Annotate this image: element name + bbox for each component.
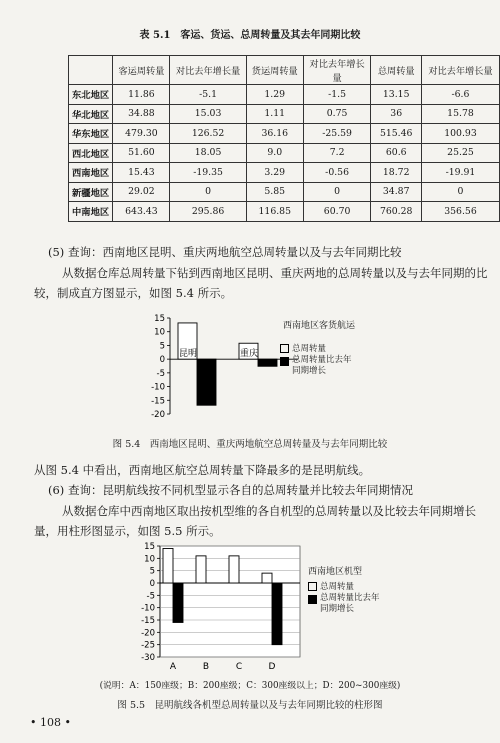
table-cell: 36 [371,104,421,124]
paragraph-1-line-1: 从数据仓库总周转量下钻到西南地区昆明、重庆两地的总周转量以及与去年同期的比 [62,266,488,280]
table-cell: 15.03 [170,104,246,124]
table-cell: -19.35 [170,163,246,183]
table-cell: -0.56 [303,163,371,183]
table-cell: 356.56 [421,202,499,222]
table-cell: 116.85 [246,202,303,222]
table-cell: 0.75 [303,104,371,124]
bar [197,359,216,405]
paragraph-3-line-2: 量，用柱形图显示，如图 5.5 所示。 [34,524,221,538]
table-caption: 表 5.1 客运、货运、总周转量及其去年同期比较 [139,30,361,41]
y-tick-label: -15 [141,616,155,626]
y-tick-label: 5 [149,566,155,577]
category-label: D [268,662,276,672]
table-cell: 479.30 [113,124,170,144]
y-tick-label: 5 [159,341,165,352]
table-cell: 760.28 [371,202,421,222]
table-cell: 7.2 [303,143,371,163]
table-cell: 0 [170,182,246,202]
table-header-cell: 对比去年增长量 [170,56,246,85]
row-header-cell: 新疆地区 [69,182,113,202]
table-cell: 34.88 [113,104,170,124]
row-header-cell: 东北地区 [69,85,113,105]
y-tick-label: -30 [141,653,155,663]
table-body [69,85,500,222]
table-cell: 11.86 [113,85,170,105]
category-label: A [169,662,177,672]
table-cell: 36.16 [246,124,303,144]
y-tick-label: -15 [151,396,165,407]
table-cell: 15.43 [113,163,170,183]
figure-5-5-note: (说明：A：150座级；B：200座级；C：300座级以上；D：200~300座级) [99,681,401,691]
table-cell: 29.02 [113,182,170,202]
table-cell: 0 [421,182,499,202]
bar [163,548,173,583]
f54-legend-item-growth: 总周转量比去年同期增长 [280,355,370,377]
y-tick-label: -20 [151,410,165,420]
figure-5-4-caption: 图 5.4 西南地区昆明、重庆两地航空总周转量及与去年同期比较 [112,439,388,450]
bar [229,556,239,583]
page-number: • 108 • [30,716,71,729]
table-cell: 643.43 [113,202,170,222]
table-cell: 60.6 [371,143,421,163]
table-cell: 3.29 [246,163,303,183]
table-cell: 1.29 [246,85,303,105]
y-tick-label: 0 [159,355,165,366]
table-cell: -5.1 [170,85,246,105]
row-header-cell: 西北地区 [69,143,113,163]
table-header-cell [69,56,113,85]
table-header-cell: 对比去年增长量 [303,56,371,85]
table-cell: 34.87 [371,182,421,202]
table-cell: 100.93 [421,124,499,144]
table-cell: 5.85 [246,182,303,202]
table-header-cell: 对比去年增长量 [421,56,499,85]
table-cell: -19.91 [421,163,499,183]
f55-legend-item-total: 总周转量 [308,582,398,593]
table-cell: 1.11 [246,104,303,124]
y-tick-label: -20 [141,628,155,639]
table-cell: 18.72 [371,163,421,183]
table-cell: 9.0 [246,143,303,163]
f55-legend [308,582,398,615]
category-label: C [235,662,243,672]
table-cell: 126.52 [170,124,246,144]
query-6-heading: (6) 查询：昆明航线按不同机型显示各自的总周转量并比较去年同期情况 [48,483,413,497]
row-header-cell: 西南地区 [69,163,113,183]
table-header-cell: 货运周转量 [246,56,303,85]
table-cell: 51.60 [113,143,170,163]
bar [196,556,206,583]
table-header-row [69,56,500,85]
table-cell: -25.59 [303,124,371,144]
f54-legend [280,344,370,377]
category-label: 昆明 [179,349,198,360]
f55-legend-swatch-white [308,582,317,591]
table-row [69,182,500,202]
statistics-table [68,55,500,222]
bar [173,583,183,622]
bar [262,573,272,583]
bar [272,583,282,645]
y-tick-label: 10 [144,554,155,565]
y-tick-label: 15 [144,542,155,552]
table-cell: 0 [303,182,371,202]
bar [258,359,277,366]
table-cell: 13.15 [371,85,421,105]
f54-legend-swatch-black [280,357,289,366]
y-tick-label: -10 [141,603,155,614]
y-tick-label: -10 [151,382,165,393]
table-row [69,202,500,222]
paragraph-1-line-2: 较，制成直方图显示，如图 5.4 所示。 [34,286,233,300]
y-tick-label: 10 [154,327,165,338]
paragraph-3-line-1: 从数据仓库中西南地区取出按机型维的各自机型的总周转量以及比较去年同期增长 [62,504,476,518]
f55-legend-item-growth: 总周转量比去年同期增长 [308,593,398,615]
y-tick-label: -25 [141,640,155,651]
table-row [69,104,500,124]
table-row [69,124,500,144]
table-cell: 295.86 [170,202,246,222]
figure-5-5-caption: 图 5.5 昆明航线各机型总周转量以及与去年同期比较的柱形图 [117,700,383,711]
f54-bars [178,323,277,405]
row-header-cell: 中南地区 [69,202,113,222]
table-header-cell: 总周转量 [371,56,421,85]
y-tick-label: -5 [146,591,155,602]
y-tick-label: 15 [154,314,165,324]
y-tick-label: 0 [149,579,155,589]
f54-chart-title: 西南地区客货航运 [283,321,356,331]
table-cell: -6.6 [421,85,499,105]
table-cell: 515.46 [371,124,421,144]
f55-legend-swatch-black [308,595,317,604]
query-5-heading: (5) 查询：西南地区昆明、重庆两地航空总周转量以及与去年同期比较 [48,245,402,259]
table-row [69,163,500,183]
table-row [69,85,500,105]
row-header-cell: 华北地区 [69,104,113,124]
table-cell: -1.5 [303,85,371,105]
table-cell: 25.25 [421,143,499,163]
f54-legend-swatch-white [280,344,289,353]
table-row [69,143,500,163]
y-tick-label: -5 [156,368,165,379]
paragraph-2: 从图 5.4 中看出，西南地区航空总周转量下降最多的是昆明航线。 [34,463,371,477]
f55-chart-title: 西南地区机型 [308,567,363,577]
table-header-cell: 客运周转量 [113,56,170,85]
category-label: B [202,662,210,672]
f54-legend-item-total: 总周转量 [280,344,370,355]
category-label: 重庆 [240,349,259,360]
table-cell: 60.70 [303,202,371,222]
row-header-cell: 华东地区 [69,124,113,144]
table-cell: 15.78 [421,104,499,124]
table-cell: 18.05 [170,143,246,163]
